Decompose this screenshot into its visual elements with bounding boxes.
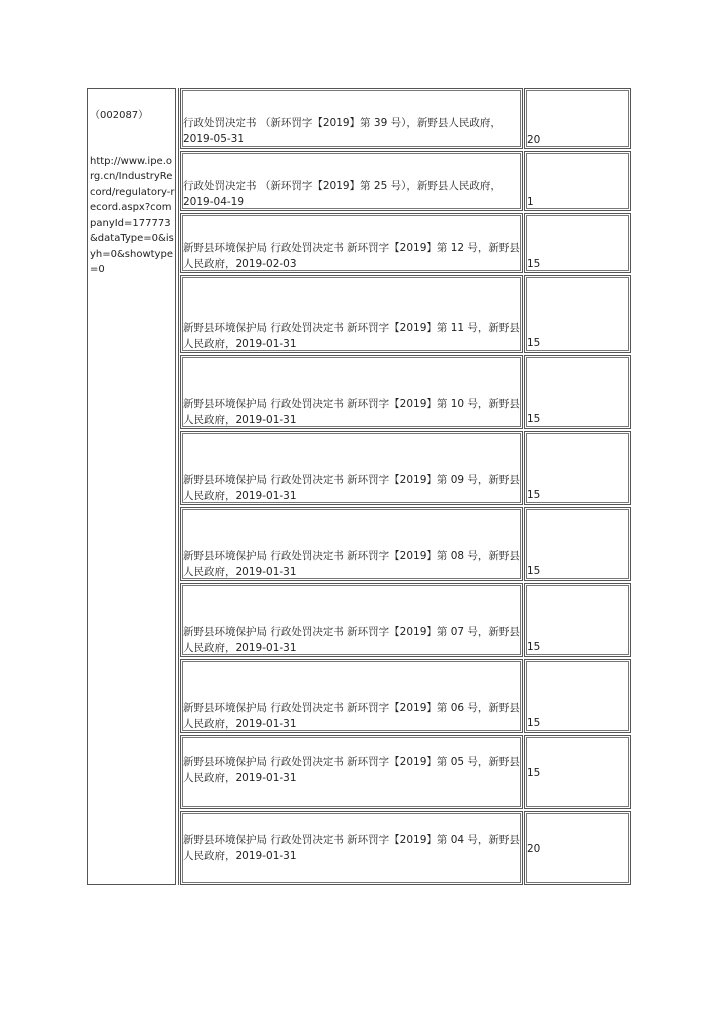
count-text: 15 bbox=[527, 489, 541, 501]
document-text: 新野县环境保护局 行政处罚决定书 新环罚字【2019】第 12 号，新野县人民政府，2019-02-03 bbox=[183, 242, 520, 270]
document-cell bbox=[180, 583, 523, 657]
document-text: 新野县环境保护局 行政处罚决定书 新环罚字【2019】第 08 号，新野县人民政府，2019-01-31 bbox=[183, 550, 520, 578]
company-info bbox=[90, 92, 176, 278]
count-text: 15 bbox=[527, 337, 541, 349]
count-cell bbox=[524, 507, 631, 581]
count-text: 20 bbox=[527, 843, 541, 855]
document-cell bbox=[180, 151, 523, 211]
document-text: 新野县环境保护局 行政处罚决定书 新环罚字【2019】第 06 号，新野县人民政府，2019-01-31 bbox=[183, 702, 520, 730]
count-text: 15 bbox=[527, 767, 541, 779]
count-text: 20 bbox=[527, 134, 541, 146]
count-cell bbox=[524, 355, 631, 429]
document-text: 新野县环境保护局 行政处罚决定书 新环罚字【2019】第 04 号，新野县人民政府，2019-01-31 bbox=[183, 834, 520, 862]
count-cell bbox=[524, 659, 631, 733]
document-text: 行政处罚决定书 （新环罚字【2019】第 25 号），新野县人民政府，2019-04-19 bbox=[183, 180, 501, 208]
document-text: 新野县环境保护局 行政处罚决定书 新环罚字【2019】第 10 号，新野县人民政府，2019-01-31 bbox=[183, 398, 520, 426]
count-cell bbox=[524, 431, 631, 505]
count-cell bbox=[524, 583, 631, 657]
count-cell bbox=[524, 275, 631, 353]
count-text: 15 bbox=[527, 413, 541, 425]
document-cell bbox=[180, 507, 523, 581]
count-text: 15 bbox=[527, 641, 541, 653]
count-cell bbox=[524, 88, 631, 149]
document-text: 新野县环境保护局 行政处罚决定书 新环罚字【2019】第 09 号，新野县人民政府，2019-01-31 bbox=[183, 474, 520, 502]
count-text: 15 bbox=[527, 565, 541, 577]
record-url: http://www.ipe.org.cn/IndustryRecord/regulatory-record.aspx?companyId=177773&dataType=0&isyh=0&showtype=0 bbox=[90, 155, 175, 275]
company-code: （002087） bbox=[90, 109, 149, 121]
count-cell bbox=[524, 213, 631, 273]
document-cell bbox=[180, 275, 523, 353]
document-cell bbox=[180, 811, 523, 885]
document-text: 新野县环境保护局 行政处罚决定书 新环罚字【2019】第 05 号，新野县人民政府，2019-01-31 bbox=[183, 756, 520, 784]
document-cell bbox=[180, 213, 523, 273]
count-text: 15 bbox=[527, 717, 541, 729]
document-cell bbox=[180, 735, 523, 809]
document-cell bbox=[180, 355, 523, 429]
document-text: 新野县环境保护局 行政处罚决定书 新环罚字【2019】第 07 号，新野县人民政府，2019-01-31 bbox=[183, 626, 520, 654]
document-cell bbox=[180, 88, 523, 149]
count-text: 1 bbox=[527, 196, 534, 208]
count-text: 15 bbox=[527, 258, 541, 270]
count-cell bbox=[524, 735, 631, 809]
document-cell bbox=[180, 431, 523, 505]
document-cell bbox=[180, 659, 523, 733]
count-cell bbox=[524, 151, 631, 211]
document-text: 新野县环境保护局 行政处罚决定书 新环罚字【2019】第 11 号，新野县人民政府，2019-01-31 bbox=[183, 322, 520, 350]
document-text: 行政处罚决定书 （新环罚字【2019】第 39 号），新野县人民政府，2019-05-31 bbox=[183, 117, 501, 145]
column-divider bbox=[178, 88, 179, 885]
count-cell bbox=[524, 811, 631, 885]
